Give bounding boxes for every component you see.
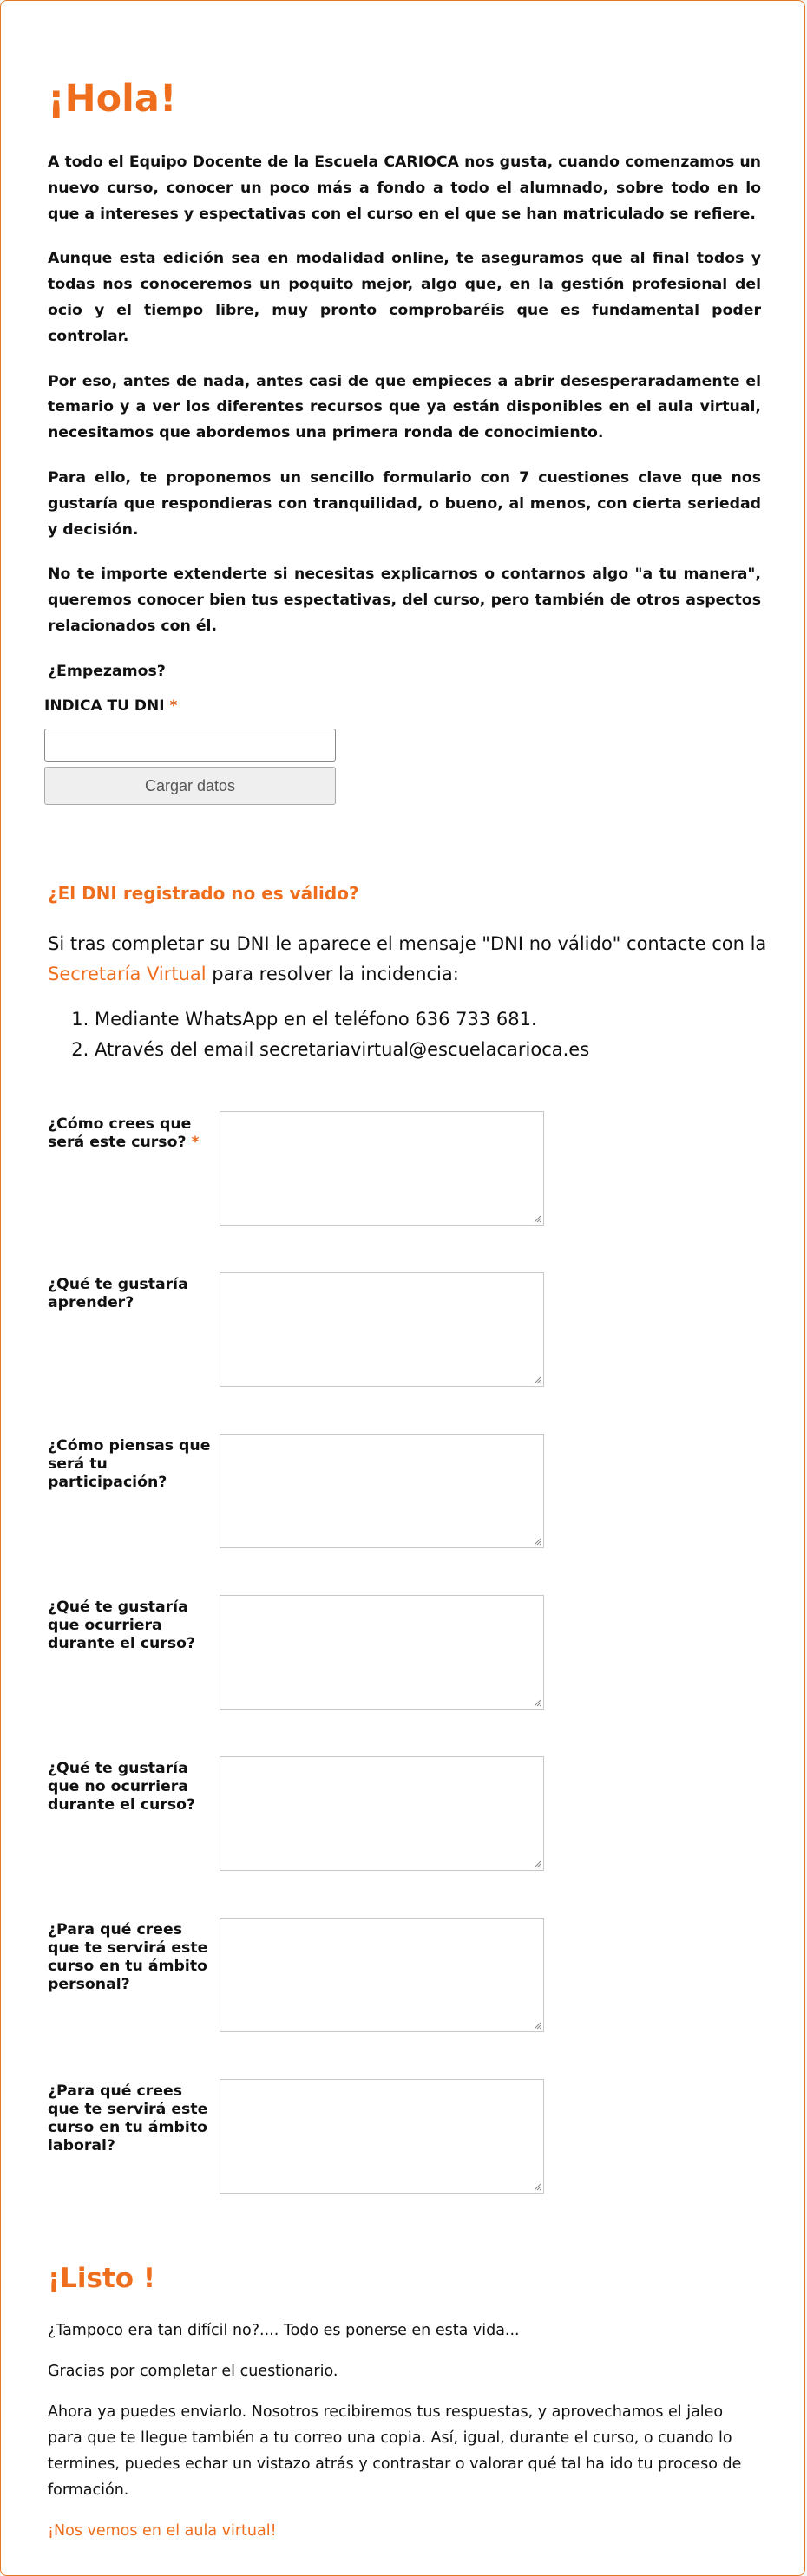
dni-help-title: ¿El DNI registrado no es válido? xyxy=(48,883,359,904)
intro-paragraph: Por eso, antes de nada, antes casi de que empieces a abrir desesperaradamente el temario y a ver los diferentes recursos que ya están disponibles en el aula virtual, necesitamos que abordemos una primera ronda de conocimiento. xyxy=(48,372,761,442)
answer-textarea-5[interactable] xyxy=(220,1756,544,1871)
dni-label xyxy=(44,697,177,715)
closing-paragraph: Gracias por completar el cuestionario. xyxy=(48,2363,338,2380)
answer-textarea-1[interactable] xyxy=(220,1111,544,1226)
resize-handle-icon[interactable] xyxy=(534,1376,541,1384)
question-text: ¿Para qué crees que te servirá este curso en tu ámbito personal? xyxy=(48,1921,208,1993)
question-text: ¿Para qué crees que te servirá este curso en tu ámbito laboral? xyxy=(48,2082,208,2154)
dni-input[interactable] xyxy=(44,729,336,762)
required-asterisk: * xyxy=(191,1134,200,1151)
list-item: 1. Mediante WhatsApp en el teléfono 636 733 681. xyxy=(95,1004,589,1035)
question-label-5 xyxy=(48,1760,217,1814)
page-title: ¡Hola! xyxy=(48,77,177,121)
resize-handle-icon[interactable] xyxy=(534,2183,541,2191)
answer-textarea-3[interactable] xyxy=(220,1434,544,1548)
resize-handle-icon[interactable] xyxy=(534,1538,541,1546)
question-label-3 xyxy=(48,1437,217,1492)
intro-paragraph: Para ello, te proponemos un sencillo formulario con 7 cuestiones clave que nos gustaría que respondieras con tranquilidad, o bueno, al menos, con cierta seriedad y decisión. xyxy=(48,468,761,539)
resize-handle-icon[interactable] xyxy=(534,2022,541,2030)
intro-text xyxy=(48,150,761,704)
required-asterisk: * xyxy=(169,697,178,715)
closing-text xyxy=(48,2318,761,2559)
load-data-button[interactable]: Cargar datos xyxy=(44,767,336,805)
intro-paragraph: No te importe extenderte si necesitas explicarnos o contarnos algo "a tu manera", queremos conocer bien tus espectativas, del curso, pero también de otros aspectos relacionados con él. xyxy=(48,566,761,635)
resize-handle-icon[interactable] xyxy=(534,1860,541,1868)
closing-paragraph: Ahora ya puedes enviarlo. Nosotros recibiremos tus respuestas, y aprovechamos el jaleo para que te llegue también a tu correo una copia. Así, igual, durante el curso, o cuando lo termines, puedes echar un vistazo atrás y contrastar o valorar qué tal ha ido tu proceso de formación. xyxy=(48,2403,742,2499)
question-label-7 xyxy=(48,2082,217,2155)
dni-help-text-after: para resolver la incidencia: xyxy=(206,964,459,984)
question-text: ¿Qué te gustaría que ocurriera durante el curso? xyxy=(48,1599,196,1652)
question-label-1 xyxy=(48,1115,217,1152)
done-title: ¡Listo ! xyxy=(48,2263,156,2294)
dni-help-text-before: Si tras completar su DNI le aparece el mensaje "DNI no válido" contacte con la xyxy=(48,933,767,954)
closing-farewell: ¡Nos vemos en el aula virtual! xyxy=(48,2522,277,2540)
dni-label-text: INDICA TU DNI xyxy=(44,697,165,715)
secretaria-virtual-link[interactable]: Secretaría Virtual xyxy=(48,964,207,984)
question-label-4 xyxy=(48,1599,217,1653)
closing-paragraph: ¿Tampoco era tan difícil no?.... Todo es ponerse en esta vida... xyxy=(48,2322,520,2339)
intro-paragraph: A todo el Equipo Docente de la Escuela CARIOCA nos gusta, cuando comenzamos un nuevo curso, conocer un poco más a fondo a todo el alumnado, sobre todo en lo que a intereses y espectativas con el curso en el que se han matriculado se refiere. xyxy=(48,154,761,223)
answer-textarea-2[interactable] xyxy=(220,1272,544,1387)
resize-handle-icon[interactable] xyxy=(534,1215,541,1223)
list-item: 2. Através del email secretariavirtual@escuelacarioca.es xyxy=(95,1035,589,1065)
resize-handle-icon[interactable] xyxy=(534,1699,541,1707)
answer-textarea-4[interactable] xyxy=(220,1595,544,1710)
dni-help-list xyxy=(48,1004,589,1065)
question-label-2 xyxy=(48,1276,217,1312)
question-label-6 xyxy=(48,1921,217,1994)
dni-help-text xyxy=(48,929,768,990)
question-text: ¿Cómo crees que será este curso? xyxy=(48,1115,192,1151)
question-text: ¿Qué te gustaría que no ocurriera durante el curso? xyxy=(48,1760,196,1814)
answer-textarea-6[interactable] xyxy=(220,1918,544,2032)
intro-paragraph: Aunque esta edición sea en modalidad online, te aseguramos que al final todos y todas nos conoceremos un poquito mejor, algo que, en la gestión profesional del ocio y el tiempo libre, muy pronto comprobaréis que es fundamental poder controlar. xyxy=(48,250,761,345)
question-text: ¿Qué te gustaría aprender? xyxy=(48,1276,188,1311)
question-text: ¿Cómo piensas que será tu participación? xyxy=(48,1437,211,1491)
answer-textarea-7[interactable] xyxy=(220,2079,544,2194)
intro-paragraph: ¿Empezamos? xyxy=(48,662,166,680)
